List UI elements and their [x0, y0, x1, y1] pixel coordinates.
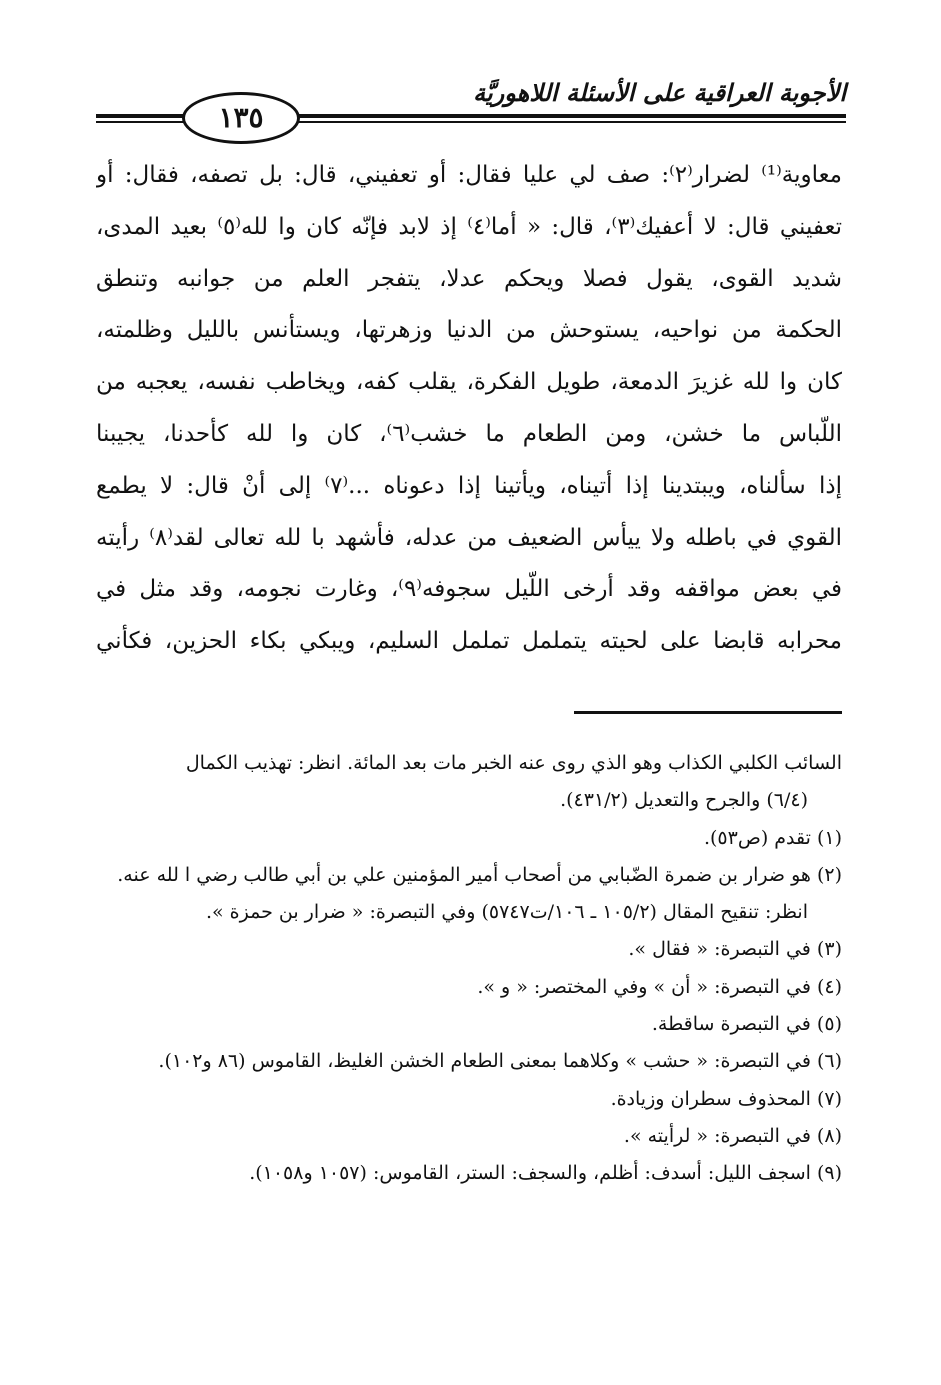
text-line: الحكمة من نواحيه، يستوحش من الدنيا وزهرتها، ويستأنس بالليل وظلمته، [96, 317, 842, 344]
text-line: في بعض مواقفه وقد أرخى اللّيل سجوفه⁽٩⁾، وغارت نجومه، وقد مثل في [96, 576, 842, 603]
footnote-item: (١) تقدم (ص٥٣). [703, 826, 842, 849]
text-line: إذا سألناه، ويبتدينا إذا أتيناه، ويأتينا إذا دعوناه ...⁽٧⁾ إلى أنْ قال: لا يطمع [96, 472, 842, 499]
footnote-item: (٣) في التبصرة: « فقال ». [628, 938, 842, 961]
footnote-item: (٧) المحذوف سطران وزيادة. [610, 1087, 842, 1110]
footnote-item: (٩) اسجف الليل: أسدف: أظلم، والسجف: الستر، القاموس: (١٠٥٧ و١٠٥٨). [249, 1162, 842, 1185]
text-line: معاوية⁽¹⁾ لضرار⁽٢⁾: صف لي عليا فقال: أو تعفيني، قال: بل تصفه، فقال: أو [96, 162, 842, 188]
footnote-separator [574, 711, 842, 714]
running-header [96, 70, 846, 135]
footnote-item: (٨) في التبصرة: « لرأيته ». [623, 1124, 842, 1147]
footnote-item: (٥) في التبصرة ساقطة. [651, 1013, 842, 1036]
footnote-continuation: (٦/٤) والجرح والتعديل (٤٣١/٢). [560, 789, 808, 812]
footnotes [96, 745, 842, 1193]
text-line: محرابه قابضا على لحيته يتململ تململ السليم، ويبكي بكاء الحزين، فكأني [96, 628, 842, 655]
text-line: القوي في باطله ولا ييأس الضعيف من عدله، فأشهد با لله تعالى لقد⁽٨⁾ رأيته [96, 524, 842, 551]
text-line: تعفيني قال: لا أعفيك⁽٣⁾، قال: « أما⁽٤⁾ إذ لابد فإنّه كان وا لله⁽٥⁾ بعيد المدى، [96, 213, 842, 240]
footnote-continuation: السائب الكلبي الكذاب وهو الذي روى عنه الخبر مات بعد المائة. انظر: تهذيب الكمال [185, 752, 842, 774]
footnote-item: (٤) في التبصرة: « أن » وفي المختصر: « و ». [477, 975, 842, 998]
footnote-item: (٢) هو ضرار بن ضمرة الضّبابي من أصحاب أمير المؤمنين علي بن أبي طالب رضي ا لله عنه. [117, 863, 842, 886]
text-line: اللّباس ما خشن، ومن الطعام ما خشب⁽٦⁾، كان وا لله كأحدنا، يجيبنا [96, 420, 842, 447]
text-line: شديد القوى، يقول فصلا ويحكم عدلا، يتفجر العلم من جوانبه وتنطق [96, 265, 842, 292]
footnote-item: انظر: تنقيح المقال (١٠٥/٢ ـ ١٠٦/ت٥٧٤٧) وفي التبصرة: « ضرار بن حمزة ». [205, 901, 808, 924]
page-number: ١٣٥ [182, 92, 300, 144]
main-text [96, 150, 842, 668]
footnote-item: (٦) في التبصرة: « حشب » وكلاهما بمعنى الطعام الخشن الغليظ، القاموس (٨٦ و١٠٢). [158, 1050, 842, 1073]
text-line: كان وا لله غزيرَ الدمعة، طويل الفكرة، يقلب كفه، ويخاطب نفسه، يعجبه من [96, 369, 842, 396]
book-title: الأجوبة العراقية على الأسئلة اللاهوريَّة [473, 78, 846, 107]
